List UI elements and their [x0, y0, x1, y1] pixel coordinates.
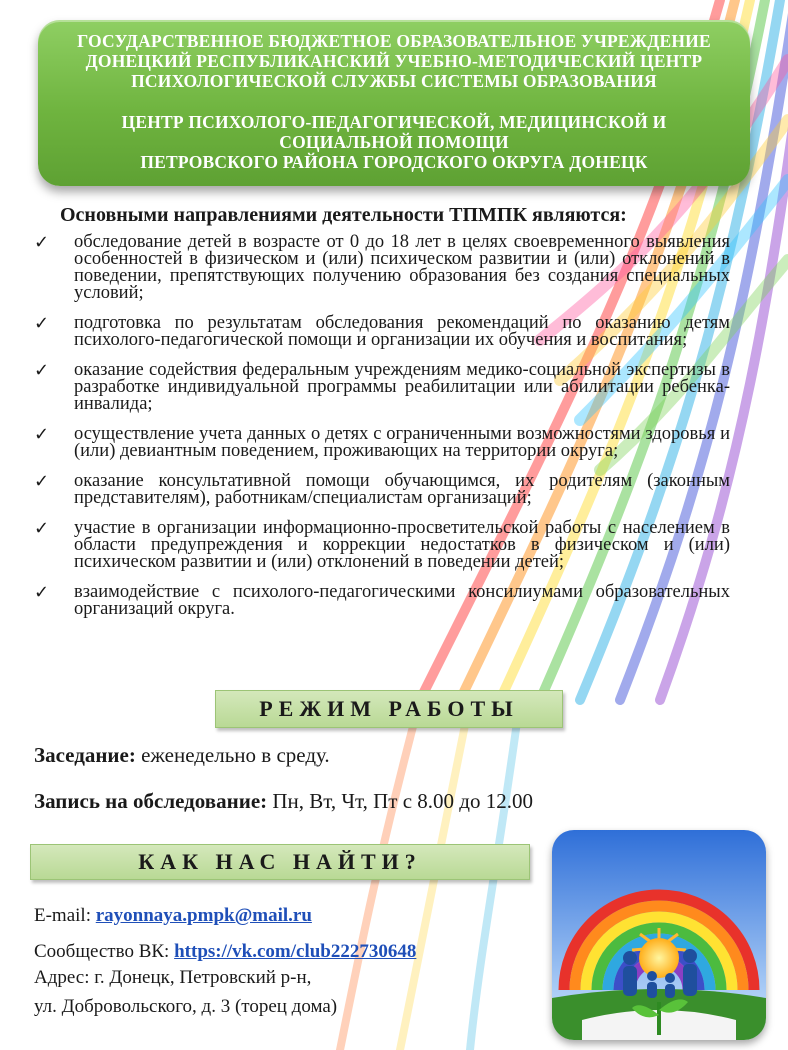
- header-line: ДОНЕЦКИЙ РЕСПУБЛИКАНСКИЙ УЧЕБНО-МЕТОДИЧЕСКИЙ ЦЕНТР: [85, 51, 703, 71]
- directions-list: [30, 234, 730, 631]
- address-line-1: Адрес: г. Донецк, Петровский р-н,: [34, 967, 312, 988]
- check-icon: ✓: [34, 518, 50, 539]
- meeting-line: [34, 742, 330, 768]
- directions-heading: Основными направлениями деятельности ТПМПК являются:: [60, 204, 627, 226]
- check-icon: ✓: [34, 582, 50, 603]
- meeting-value: еженедельно в среду.: [135, 743, 330, 767]
- list-item: ✓ участие в организации информационно-просветительской работы с населением в области предупреждения и коррекции недостатков в физическом и (или) психическом развитии и (или) отклонений в поведении детей;: [34, 518, 730, 572]
- vk-label: Сообщество ВК:: [34, 941, 175, 962]
- header-subline: СОЦИАЛЬНОЙ ПОМОЩИ: [279, 132, 509, 152]
- signup-value: Пн, Вт, Чт, Пт с 8.00 до 12.00: [267, 789, 533, 813]
- signup-label: Запись на обследование:: [34, 789, 268, 813]
- check-icon: ✓: [34, 232, 50, 253]
- signup-line: [34, 788, 533, 814]
- header-banner: [38, 20, 750, 186]
- vk-link[interactable]: https://vk.com/club222730648: [174, 941, 417, 962]
- work-schedule-title: РЕЖИМ РАБОТЫ: [215, 690, 563, 728]
- list-item: ✓ взаимодействие с психолого-педагогическими консилиумами образовательных организаций округа.: [34, 582, 730, 619]
- header-line: ПСИХОЛОГИЧЕСКОЙ СЛУЖБЫ СИСТЕМЫ ОБРАЗОВАНИЯ: [131, 71, 657, 91]
- logo-icon: [552, 830, 766, 1040]
- rainbow-family-logo: [552, 830, 766, 1040]
- email-label: E-mail:: [34, 905, 96, 926]
- address-line-2: ул. Добровольского, д. 3 (торец дома): [34, 996, 338, 1017]
- check-icon: ✓: [34, 471, 50, 492]
- meeting-label: Заседание:: [34, 743, 136, 767]
- check-icon: ✓: [34, 360, 50, 381]
- list-item: ✓ оказание консультативной помощи обучающимся, их родителям (законным представителям), работникам/специалистам организаций;: [34, 471, 730, 508]
- list-item: ✓ подготовка по результатам обследования рекомендаций по оказанию детям психолого-педагогической помощи и организации их обучения и воспитания;: [34, 313, 730, 350]
- header-subline: ЦЕНТР ПСИХОЛОГО-ПЕДАГОГИЧЕСКОЙ, МЕДИЦИНСКОЙ И: [121, 112, 667, 132]
- list-item: ✓ обследование детей в возрасте от 0 до 18 лет в целях своевременного выявления особенностей в физическом и (или) психическом развитии и (или) отклонений в поведении, препятствующих получению образования без создания специальных условий;: [34, 232, 730, 303]
- list-item: ✓ осуществление учета данных о детях с ограниченными возможностями здоровья и (или) девиантным поведением, проживающих на территории округа;: [34, 424, 730, 461]
- email-line: [34, 904, 312, 928]
- email-link[interactable]: rayonnaya.pmpk@mail.ru: [95, 905, 312, 926]
- find-us-title: КАК НАС НАЙТИ?: [30, 844, 530, 880]
- check-icon: ✓: [34, 313, 50, 334]
- list-item: ✓ оказание содействия федеральным учреждениям медико-социальной экспертизы в разработке индивидуальной программы реабилитации или абилитации ребенка-инвалида;: [34, 360, 730, 414]
- check-icon: ✓: [34, 424, 50, 445]
- header-line: ГОСУДАРСТВЕННОЕ БЮДЖЕТНОЕ ОБРАЗОВАТЕЛЬНОЕ УЧРЕЖДЕНИЕ: [77, 31, 711, 51]
- header-subline: ПЕТРОВСКОГО РАЙОНА ГОРОДСКОГО ОКРУГА ДОНЕЦК: [140, 152, 648, 172]
- vk-line: [34, 940, 416, 964]
